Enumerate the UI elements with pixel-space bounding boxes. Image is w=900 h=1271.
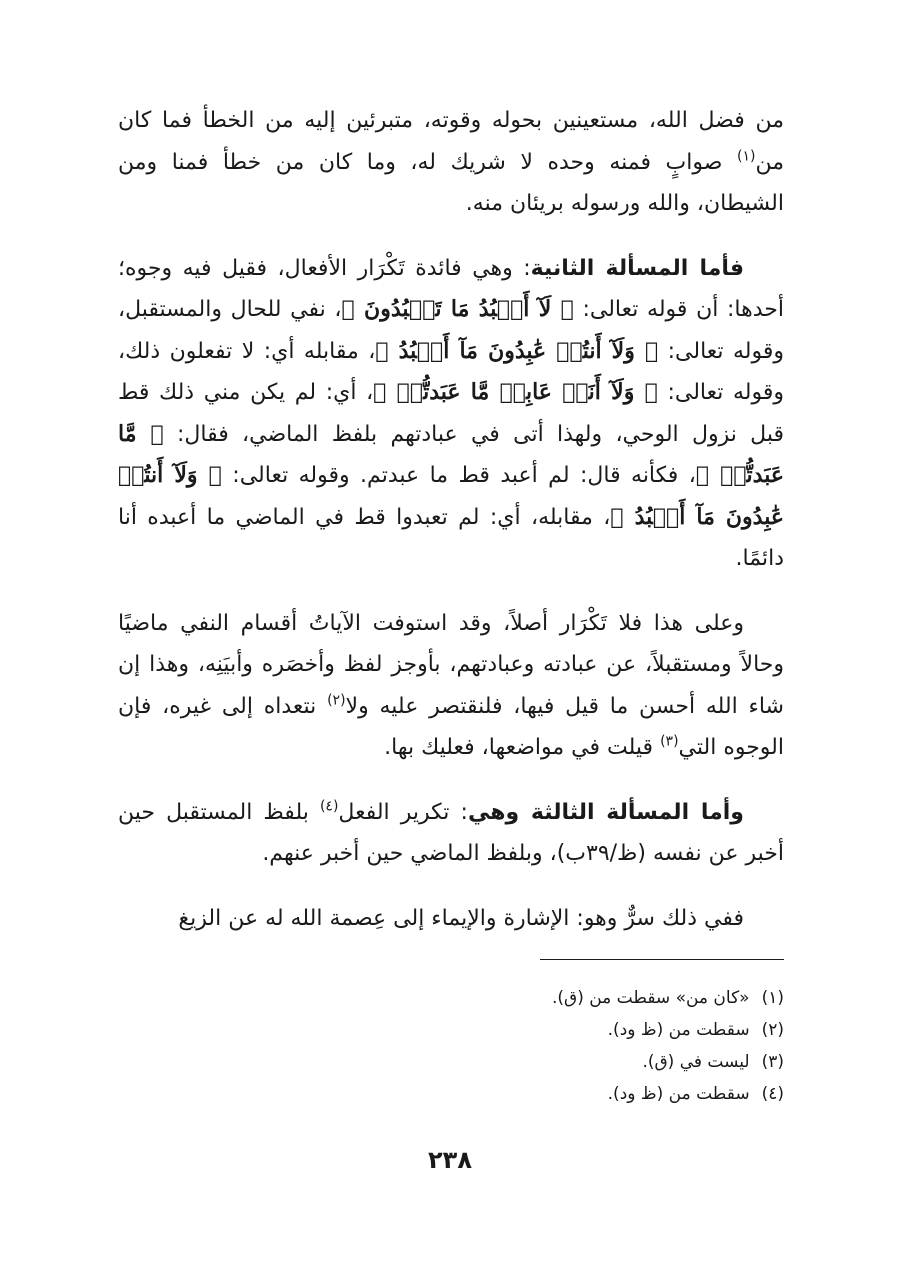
paragraph-3 bbox=[118, 603, 784, 769]
footnote-marker-2[interactable]: (٢) bbox=[327, 692, 346, 709]
footnote-item bbox=[118, 1078, 784, 1110]
paragraph-third-issue bbox=[118, 792, 784, 875]
section-heading-third-issue: وأما المسألة الثالثة وهي bbox=[467, 799, 744, 825]
footnote-marker-3[interactable]: (٣) bbox=[660, 733, 679, 750]
footnote-item bbox=[118, 1046, 784, 1078]
paragraph-text: ، نفي للحال والمستقبل، وقوله تعالى: bbox=[118, 297, 784, 364]
footnote-text: «كان من» سقطت من (ق). bbox=[551, 988, 750, 1008]
footnote-text: ليست في (ق). bbox=[642, 1052, 750, 1072]
paragraph-5 bbox=[118, 898, 784, 940]
paragraph-second-issue bbox=[118, 248, 784, 580]
paragraph-text: من فضل الله، مستعينين بحوله وقوته، متبرئين إليه من الخطأ فما كان من bbox=[118, 108, 784, 175]
section-heading-second-issue: فأما المسألة الثانية bbox=[530, 255, 744, 281]
footnote-number: (١) bbox=[761, 988, 784, 1008]
footnote-marker-4[interactable]: (٤) bbox=[319, 798, 339, 815]
page-number: ٢٣٨ bbox=[428, 1146, 472, 1174]
quran-verse-4: ﴿ وَلَآ أَنَا۠ عَابِدٞ مَّا عَبَدتُّمۡ ﴾ bbox=[373, 379, 658, 405]
paragraph-text: : وهي فائدة تَكْرَار الأفعال، فقيل فيه وجوه؛ أحدها: أن قوله تعالى: bbox=[118, 255, 784, 322]
paragraph-text: قيلت في مواضعها، فعليك بها. bbox=[384, 735, 661, 760]
footnote-marker-1[interactable]: (١) bbox=[737, 148, 756, 165]
quran-verse-5: ﴿ وَلَآ أَنتُمۡ عَٰبِدُونَ مَآ أَعۡبُدُ ﴾ bbox=[118, 462, 784, 530]
quran-verse-3: ﴿ وَلَآ أَنتُمۡ عَٰبِدُونَ مَآ أَعۡبُدُ ﴾ bbox=[375, 337, 659, 364]
paragraph-text: وعلى هذا فلا تَكْرَار أصلاً، وقد استوفت الآياتُ أقسام النفي ماضيًا وحالاً ومستقبلاً، عن عبادته وعبادتهم، بأوجز لفظ وأخصَره وأبيَنِه، وهذا إن شاء الله أحسن ما قيل فيها، فلنقتصر عليه ولا bbox=[118, 610, 784, 719]
paragraph-1 bbox=[118, 100, 784, 225]
quran-verse-2: ﴿ لَآ أَعۡبُدُ مَا تَعۡبُدُونَ ﴾ bbox=[341, 296, 574, 322]
footnote-number: (٣) bbox=[761, 1052, 784, 1072]
page-body bbox=[118, 100, 784, 939]
quran-verse-4-short: ﴿ مَّا عَبَدتُّمۡ ﴾ bbox=[118, 420, 784, 488]
footnote-text: سقطت من (ظ ود). bbox=[607, 1084, 750, 1104]
footnote-text: سقطت من (ظ ود). bbox=[607, 1020, 750, 1040]
footnote-separator bbox=[540, 959, 784, 960]
paragraph-text: نتعداه إلى غيره، فإن الوجوه التي bbox=[118, 693, 784, 760]
paragraph-text: ، مقابله، أي: لم تعبدوا قط في الماضي ما أعبده أنا دائمًا. bbox=[118, 504, 784, 571]
footnote-item bbox=[118, 1014, 784, 1046]
paragraph-text: ، أي: لم يكن مني ذلك قط قبل نزول الوحي، ولهذا أتى في عبادتهم بلفظ الماضي، فقال: bbox=[118, 380, 784, 447]
paragraph-text: ، فكأنه قال: لم أعبد قط ما عبدتم. وقوله تعالى: bbox=[221, 463, 696, 488]
paragraph-text: بلفظ المستقبل حين أخبر عن نفسه (ظ/٣٩ب)، وبلفظ الماضي حين أخبر عنهم. bbox=[118, 799, 784, 866]
paragraph-text: صوابٍ فمنه وحده لا شريك له، وما كان من خطأ فمنا ومن الشيطان، والله ورسوله بريئان منه. bbox=[118, 149, 784, 216]
footnote-number: (٢) bbox=[761, 1020, 784, 1040]
footnotes-list bbox=[118, 982, 784, 1110]
paragraph-text: ، مقابله أي: لا تفعلون ذلك، وقوله تعالى: bbox=[118, 338, 784, 405]
footnote-number: (٤) bbox=[761, 1084, 784, 1104]
footnote-item bbox=[118, 982, 784, 1014]
paragraph-text: : تكرير الفعل bbox=[338, 799, 468, 825]
paragraph-text: ففي ذلك سرٌّ وهو: الإشارة والإيماء إلى عِصمة الله له عن الزيغ bbox=[178, 905, 744, 931]
